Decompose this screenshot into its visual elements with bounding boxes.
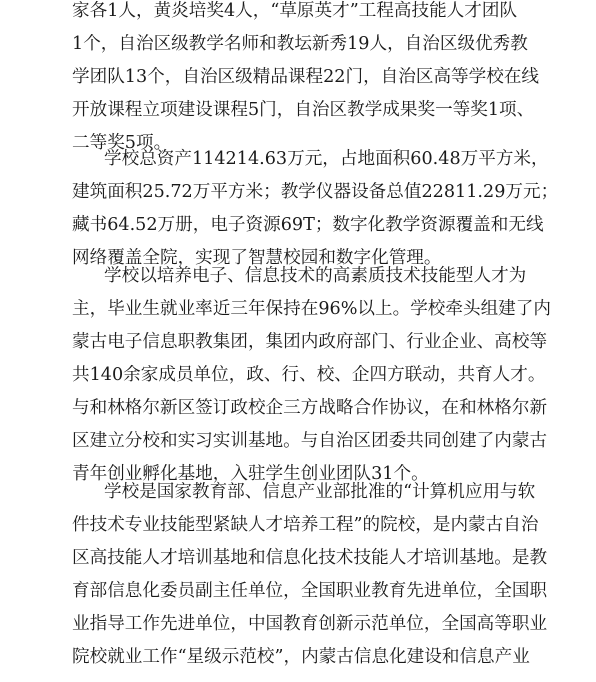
text-line: 业指导工作先进单位，中国教育创新示范单位，全国高等职业 (72, 614, 548, 634)
text-line: 青年创业孵化基地，入驻学生创业团队31个。 (72, 464, 429, 484)
text-line: 区建立分校和实习实训基地。与自治区团委共同创建了内蒙古 (72, 431, 548, 451)
text-line: 区高技能人才培训基地和信息化技术技能人才培训基地。是教 (72, 548, 548, 568)
text-line: 1个，自治区级教学名师和教坛新秀19人，自治区级优秀教 (72, 34, 528, 54)
text-line: 建筑面积25.72万平方米；教学仪器设备总值22811.29万元； (72, 182, 559, 202)
text-line: 蒙古电子信息职教集团，集团内政府部门、行业企业、高校等 (72, 332, 548, 352)
text-line: 家各1人，黄炎培奖4人，“草原英才”工程高技能人才团队 (72, 1, 518, 21)
text-line: 学校是国家教育部、信息产业部批准的“计算机应用与软 (104, 482, 536, 502)
text-line: 共140余家成员单位，政、行、校、企四方联动，共育人才。 (72, 365, 546, 385)
text-line: 育部信息化委员副主任单位，全国职业教育先进单位，全国职 (72, 581, 548, 601)
paragraph-honors (72, 0, 540, 160)
text-line: 件技术专业技能型紧缺人才培养工程”的院校，是内蒙古自治 (72, 515, 539, 535)
paragraph-recognition (72, 476, 548, 674)
text-line: 网络覆盖全院，实现了智慧校园和数字化管理。 (72, 248, 442, 268)
text-line: 开放课程立项建设课程5门，自治区教学成果奖一等奖1项、 (72, 100, 535, 120)
text-line: 与和林格尔新区签订政校企三方战略合作协议，在和林格尔新 (72, 398, 548, 418)
text-line: 二等奖5项。 (72, 133, 172, 153)
text-line: 学团队13个，自治区级精品课程22门，自治区高等学校在线 (72, 67, 540, 87)
text-line: 院校就业工作“星级示范校”，内蒙古信息化建设和信息产业 (72, 647, 530, 667)
paragraph-training (72, 260, 551, 491)
text-line: 藏书64.52万册，电子资源69T；数字化教学资源覆盖和无线 (72, 215, 544, 235)
text-line: 主，毕业生就业率近三年保持在96%以上。学校牵头组建了内 (72, 299, 551, 319)
text-line: 学校以培养电子、信息技术的高素质技术技能型人才为 (104, 266, 527, 286)
text-line: 学校总资产114214.63万元，占地面积60.48万平方米， (104, 149, 549, 169)
paragraph-assets (72, 143, 559, 275)
